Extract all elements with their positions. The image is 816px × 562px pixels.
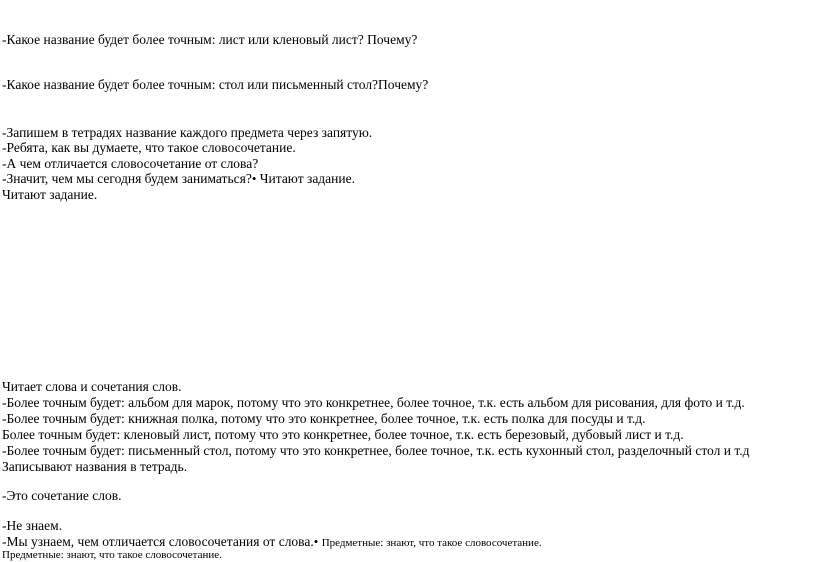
answer-shelf: -Более точным будет: книжная полка, потому что это конкретнее, более точное, т.к. есть полка для посуды и т.д. bbox=[2, 411, 646, 426]
answer-phrase: -Это сочетание слов. bbox=[2, 488, 122, 503]
answer-album: -Более точным будет: альбом для марок, потому что это конкретнее, более точное, т.к. есть альбом для рисования, для фото и т.д. bbox=[2, 395, 745, 410]
teacher-question: -Значит, чем мы сегодня будем заниматься? bbox=[2, 171, 252, 186]
answer-desk: -Более точным будет: письменный стол, потому что это конкретнее, более точное, т.к. есть кухонный стол, разделочный стол и т.д bbox=[2, 443, 750, 458]
question-leaf: -Какое название будет более точным: лист или кленовый лист? Почему? bbox=[2, 32, 418, 47]
note-subject: Предметные: знают, что такое словосочетание. bbox=[2, 549, 222, 561]
answer-dont-know: -Не знаем. bbox=[2, 518, 63, 533]
inline-note-subject: Предметные: знают, что такое словосочетание. bbox=[321, 537, 542, 549]
answer-reads: Читает слова и сочетания слов. bbox=[2, 379, 182, 394]
teacher-line-difference: -А чем отличается словосочетание от слова? bbox=[2, 156, 259, 171]
teacher-line-write: -Запишем в тетрадях название каждого предмета через запятую. bbox=[2, 125, 373, 140]
learn-line bbox=[2, 535, 542, 549]
bullet-icon: • bbox=[251, 171, 257, 186]
note-reading: Читают задание. bbox=[2, 187, 98, 202]
question-table: -Какое название будет более точным: стол или письменный стол?Почему? bbox=[2, 77, 429, 92]
answer-write: Записывают названия в тетрадь. bbox=[2, 459, 188, 474]
bullet-icon: • bbox=[313, 534, 319, 549]
teacher-line-topic bbox=[2, 172, 355, 186]
teacher-line-ask: -Ребята, как вы думаете, что такое словосочетание. bbox=[2, 140, 296, 155]
learn-text: -Мы узнаем, чем отличается словосочетания от слова. bbox=[2, 534, 314, 549]
answer-leaf: Более точным будет: кленовый лист, потому что это конкретнее, более точное, т.к. есть березовый, дубовый лист и т.д. bbox=[2, 427, 684, 442]
inline-note-reading: Читают задание. bbox=[259, 171, 355, 186]
